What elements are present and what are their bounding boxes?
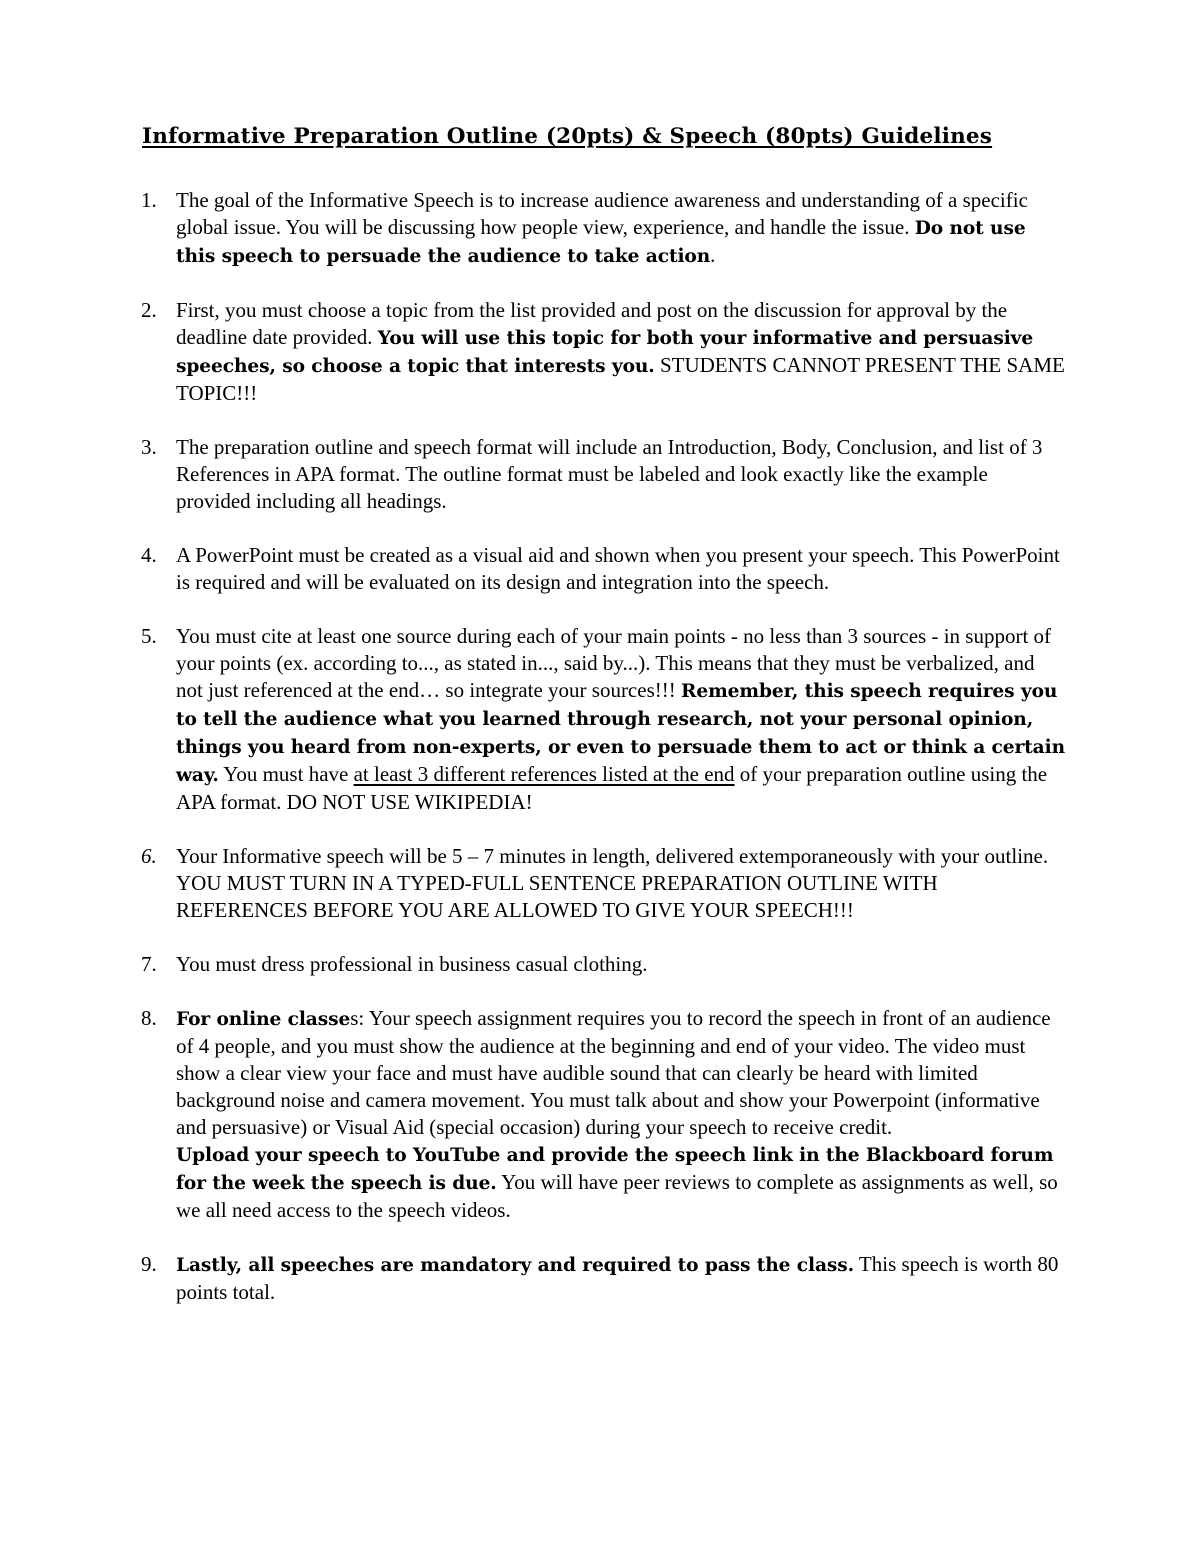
- item-text: [176, 297, 1066, 407]
- item-number: 2.: [141, 298, 157, 322]
- guidelines-list: [0, 187, 1200, 1333]
- document-title: Informative Preparation Outline (20pts) & Speech (80pts) Guidelines: [142, 124, 993, 149]
- item-number: 6.: [141, 844, 157, 868]
- item-text: [176, 623, 1066, 816]
- item-text-plain: s: Your speech assignment requires you to record the speech in front of an audience of 4 people, and you must show the audience at the beginning and end of your video. The video must show a clear view your face and must have audible sound that can clearly be heard with limited background noise and camera movement. You must talk about and show your Powerpoint (informative and persuasive) or Visual Aid (special occasion) during your speech to receive credit.: [176, 1006, 1051, 1139]
- guideline-item-4: [0, 542, 1200, 596]
- item-number: 7.: [141, 952, 157, 976]
- item-text-plain: This speech is worth 80 points total.: [176, 1252, 1059, 1304]
- item-text-bold: For online classe: [176, 1009, 351, 1030]
- guideline-item-1: [0, 187, 1200, 270]
- item-number: 4.: [141, 543, 157, 567]
- item-text-plain: STUDENTS CANNOT PRESENT THE SAME TOPIC!!!: [176, 353, 1065, 405]
- guideline-item-5: [0, 623, 1200, 816]
- item-text-plain: Your Informative speech will be 5 – 7 minutes in length, delivered extemporaneously with your outline. YOU MUST TURN IN A TYPED-FULL SENTENCE PREPARATION OUTLINE WITH REFERENCES BEFORE YOU ARE ALLOWED TO GIVE YOUR SPEECH!!!: [176, 844, 1049, 922]
- item-number: 9.: [141, 1252, 157, 1276]
- item-text-bold: You will use this topic for both your informative and persuasive speeches, so choose a topic that interests you.: [176, 328, 1034, 377]
- item-text-bold: Remember, this speech requires you to tell the audience what you learned through research, not your personal opinion, things you heard from non-experts, or even to persuade them to act or think a certain way.: [176, 681, 1065, 786]
- item-text: [176, 434, 1066, 515]
- item-text-plain: A PowerPoint must be created as a visual aid and shown when you present your speech. This PowerPoint is required and will be evaluated on its design and integration into the speech.: [176, 543, 1060, 594]
- item-number: 8.: [141, 1006, 157, 1030]
- item-text: [176, 1005, 1066, 1224]
- guideline-item-6: [0, 843, 1200, 924]
- item-text-plain: You must dress professional in business casual clothing.: [176, 952, 648, 976]
- item-number: 3.: [141, 435, 157, 459]
- item-text-plain: The preparation outline and speech format will include an Introduction, Body, Conclusion, and list of 3 References in APA format. The outline format must be labeled and look exactly like the example provided including all headings.: [176, 435, 1043, 513]
- item-text-underlined: at least 3 different references listed at the end: [353, 762, 735, 786]
- item-text-bold: Upload your speech to YouTube and provide the speech link in the Blackboard forum for the week the speech is due.: [176, 1145, 1054, 1194]
- item-text: [176, 1251, 1066, 1306]
- item-text-plain: of your preparation outline using the APA format. DO NOT USE WIKIPEDIA!: [176, 762, 1048, 814]
- guideline-item-9: [0, 1251, 1200, 1306]
- item-number: 5.: [141, 624, 157, 648]
- item-paragraph: [176, 1141, 1066, 1224]
- item-number: 1.: [141, 188, 157, 212]
- item-text-plain: You must cite at least one source during each of your main points - no less than 3 sources - in support of your points (ex. according to..., as stated in..., said by...). This means that they must be verbalized, and not just referenced at the end… so integrate your sources!!!: [176, 624, 1052, 702]
- guideline-item-8: [0, 1005, 1200, 1224]
- item-paragraph: [176, 1005, 1066, 1141]
- item-text: [176, 187, 1066, 270]
- item-text: [176, 843, 1066, 924]
- guideline-item-2: [0, 297, 1200, 407]
- item-text: [176, 951, 1066, 978]
- guideline-item-7: [0, 951, 1200, 978]
- guideline-item-3: [0, 434, 1200, 515]
- item-text-bold: Lastly, all speeches are mandatory and required to pass the class.: [176, 1255, 855, 1276]
- item-text-plain: You must have: [218, 762, 354, 786]
- item-text-plain: .: [710, 243, 716, 267]
- item-text-plain: You will have peer reviews to complete as assignments as well, so we all need access to the speech videos.: [176, 1170, 1058, 1222]
- item-text-bold: Do not use this speech to persuade the audience to take action: [176, 218, 1026, 267]
- item-text-plain: The goal of the Informative Speech is to increase audience awareness and understanding of a specific global issue. You will be discussing how people view, experience, and handle the issue.: [176, 188, 1028, 239]
- item-text-plain: First, you must choose a topic from the list provided and post on the discussion for approval by the deadline date provided.: [176, 298, 1008, 349]
- item-text: [176, 542, 1066, 596]
